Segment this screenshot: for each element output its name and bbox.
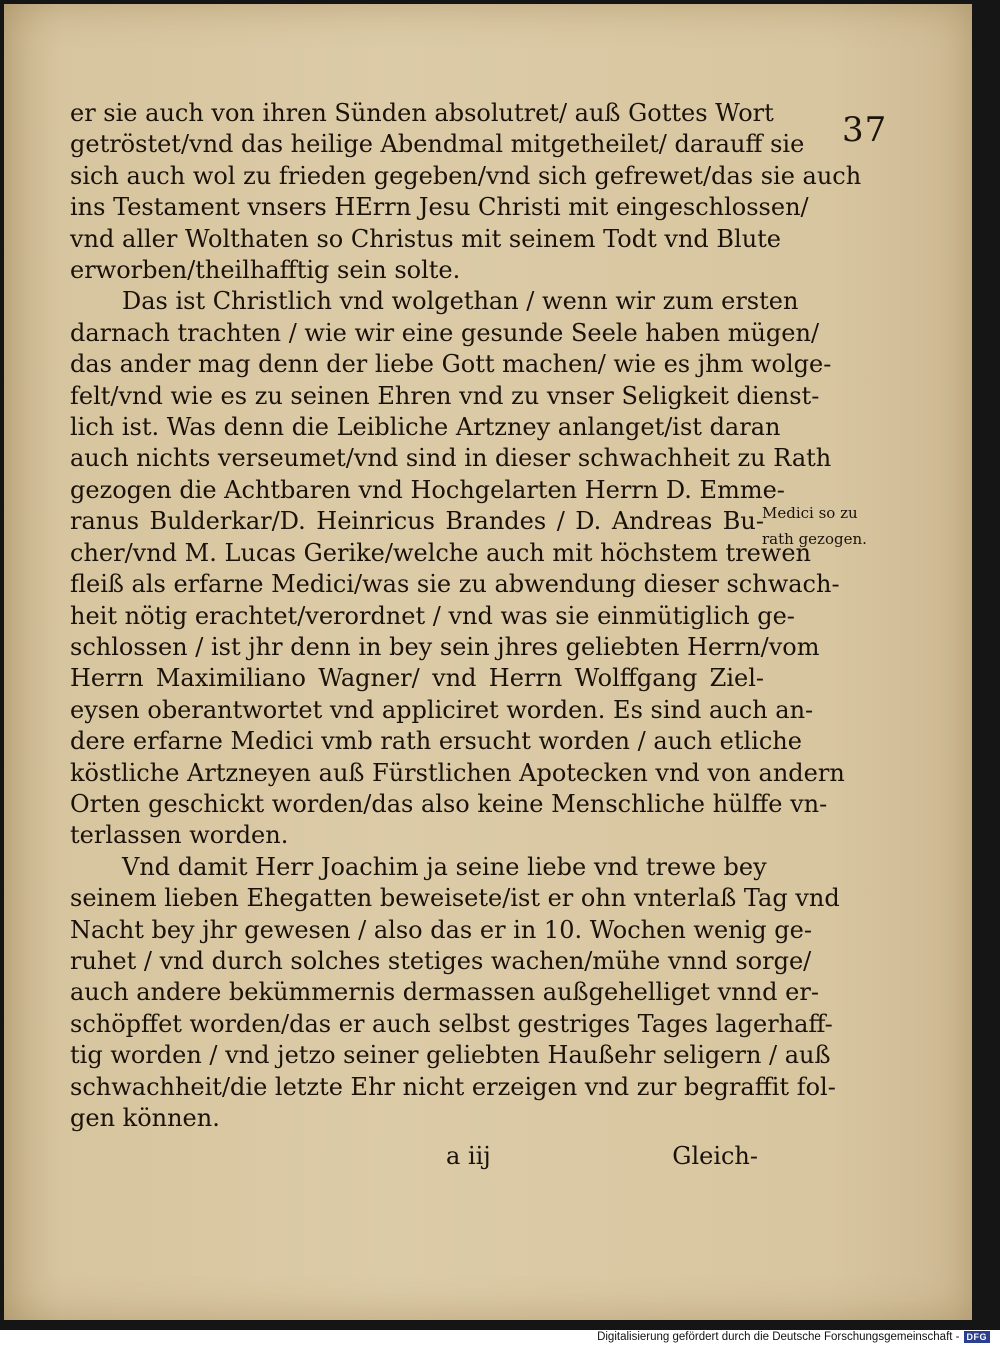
text-line: darnach trachten / wie wir eine gesunde Seele haben mügen/ xyxy=(70,318,820,347)
text-line: köstliche Artzneyen auß Fürstlichen Apotecken vnd von andern xyxy=(70,758,845,787)
text-line: er sie auch von ihren Sünden absolutret/ auß Gottes Wort xyxy=(70,99,774,127)
page-number: 37 xyxy=(842,110,888,150)
text-line: fleiß als erfarne Medici/was sie zu abwendung dieser schwach- xyxy=(70,570,840,599)
text-line: Nacht bey jhr gewesen / also das er in 10. Wochen wenig ge- xyxy=(70,915,812,944)
text-line: Orten geschickt worden/das also keine Menschliche hülffe vn- xyxy=(70,789,828,818)
text-line: schöpffet worden/das er auch selbst gestriges Tages lagerhaff- xyxy=(70,1009,833,1038)
text-line: ruhet / vnd durch solches stetiges wachen/mühe vnnd sorge/ xyxy=(70,946,812,975)
text-line: cher/vnd M. Lucas Gerike/welche auch mit höchstem trewen xyxy=(70,538,811,567)
digitization-footer xyxy=(597,1331,990,1343)
text-line: erworben/theilhafftig sein solte. xyxy=(70,256,461,285)
book-page xyxy=(4,4,972,1320)
text-line: sich auch wol zu frieden gegeben/vnd sich gefrewet/das sie auch xyxy=(70,161,862,190)
text-line: eysen oberantwortet vnd appliciret worden. Es sind auch an- xyxy=(70,695,814,724)
margin-note-line: rath gezogen. xyxy=(762,530,867,548)
signature-mark: a iij xyxy=(446,1142,491,1170)
funding-credit: Digitalisierung gefördert durch die Deutsche Forschungsgemeinschaft - xyxy=(597,1331,960,1343)
text-line: das ander mag denn der liebe Gott machen/ wie es jhm wolge- xyxy=(70,350,832,379)
dfg-logo: DFG xyxy=(964,1331,991,1343)
text-line: auch nichts verseumet/vnd sind in dieser schwachheit zu Rath xyxy=(70,444,832,473)
text-line: gezogen die Achtbaren vnd Hochgelarten Herrn D. Emme- xyxy=(70,475,785,504)
text-line: schwachheit/die letzte Ehr nicht erzeigen vnd zur begraffit fol- xyxy=(70,1072,836,1101)
text-line: ins Testament vnsers HErrn Jesu Christi mit eingeschlossen/ xyxy=(70,193,809,222)
text-line: schlossen / ist jhr denn in bey sein jhres geliebten Herrn/vom xyxy=(70,632,820,661)
text-line: getröstet/vnd das heilige Abendmal mitgetheilet/ darauff sie xyxy=(70,130,805,159)
text-line: Das ist Christlich vnd wolgethan / wenn wir zum ersten xyxy=(122,287,799,316)
text-line: gen können. xyxy=(70,1104,220,1132)
text-line: dere erfarne Medici vmb rath ersucht worden / auch etliche xyxy=(70,727,802,756)
text-line: lich ist. Was denn die Leibliche Artzney anlanget/ist daran xyxy=(70,413,781,442)
page-foot xyxy=(70,1142,764,1176)
text-line: Vnd damit Herr Joachim ja seine liebe vnd trewe bey xyxy=(122,852,767,881)
text-line: tig worden / vnd jetzo seiner geliebten Haußehr seligern / auß xyxy=(70,1041,831,1070)
text-line: seinem lieben Ehegatten beweisete/ist er ohn vnterlaß Tag vnd xyxy=(70,884,840,913)
text-line: vnd aller Wolthaten so Christus mit seinem Todt vnd Blute xyxy=(70,224,782,253)
text-line: terlassen worden. xyxy=(70,821,289,850)
catchword: Gleich- xyxy=(672,1142,758,1170)
text-line: auch andere bekümmernis dermassen außgehelliget vnnd er- xyxy=(70,978,819,1007)
text-line: heit nötig erachtet/verordnet / vnd was sie einmütiglich ge- xyxy=(70,601,795,630)
text-line: felt/vnd wie es zu seinen Ehren vnd zu vnser Seligkeit dienst- xyxy=(70,381,820,410)
text-line: ranus Bulderkar/D. Heinricus Brandes / D. Andreas Bu- xyxy=(70,507,764,536)
margin-note xyxy=(762,500,912,552)
margin-note-line: Medici so zu xyxy=(762,504,858,522)
text-line: Herrn Maximiliano Wagner/ vnd Herrn Wolffgang Ziel- xyxy=(70,664,764,693)
